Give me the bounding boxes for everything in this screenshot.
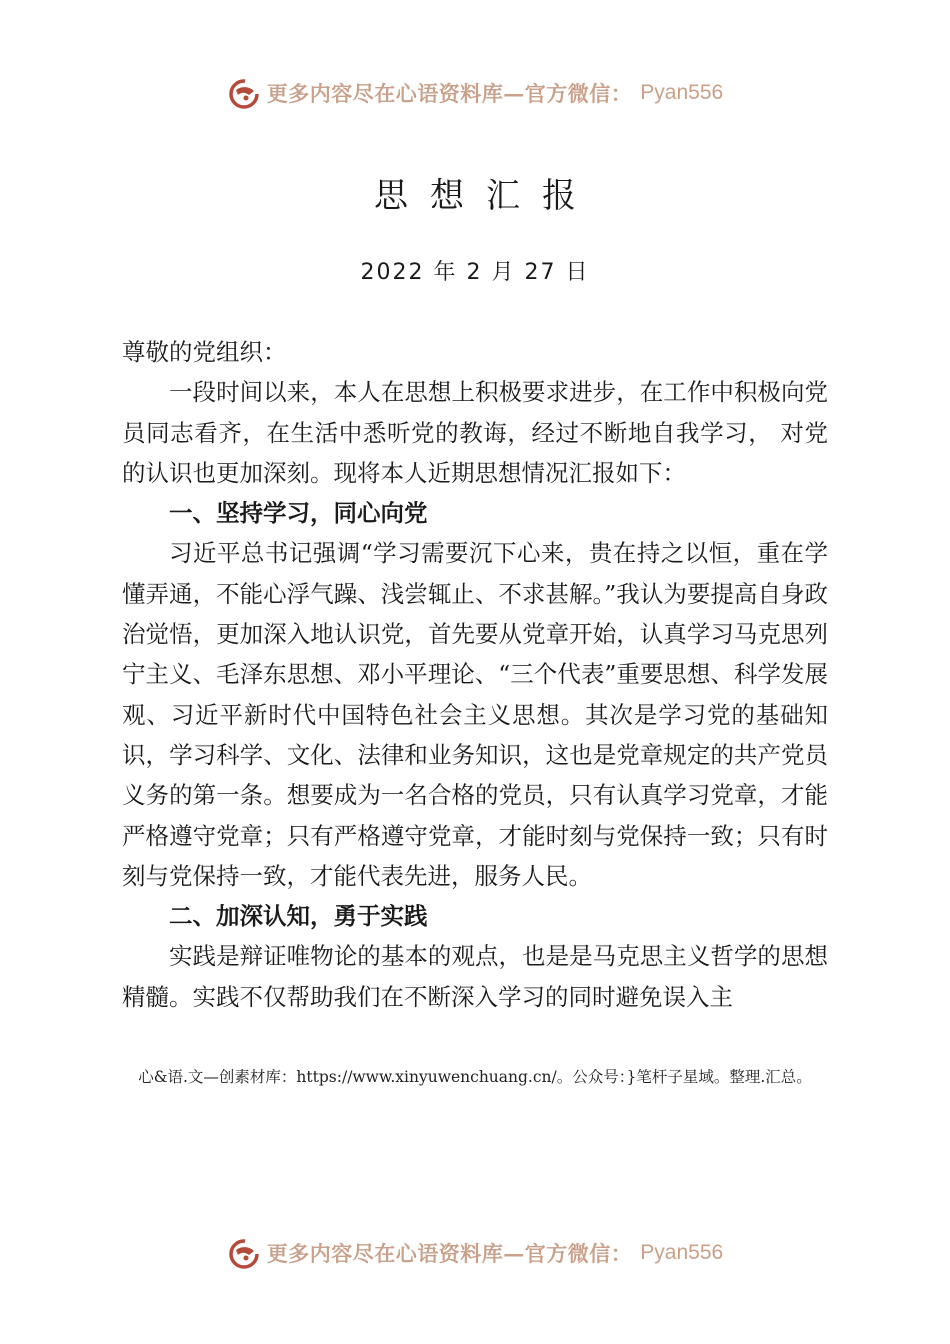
document-body: [122, 332, 828, 1017]
paragraph-study: 习近平总书记强调“学习需要沉下心来，贵在持之以恒，重在学懂弄通，不能心浮气躁、浅尝辄止、不求甚解。”我认为要提高自身政治觉悟，更加深入地认识党，首先要从党章开始，认真学习马克思列宁主义、毛泽东思想、邓小平理论、“三个代表”重要思想、科学发展观、习近平新时代中国特色社会主义思想。其次是学习党的基础知识，学习科学、文化、法律和业务知识，这也是党章规定的共产党员义务的第一条。想要成为一名合格的党员，只有认真学习党章，才能严格遵守党章；只有严格遵守党章，才能时刻与党保持一致；只有时刻与党保持一致，才能代表先进，服务人民。: [122, 539, 828, 890]
watermark-header: [0, 73, 950, 113]
section-heading-1: 一、坚持学习，同心向党: [169, 499, 428, 528]
paragraph-intro: 一段时间以来，本人在思想上积极要求进步，在工作中积极向党员同志看齐，在生活中悉听党的教诲，经过不断地自我学习， 对党的认识也更加深刻。现将本人近期思想情况汇报如下：: [122, 378, 828, 487]
watermark-wechat-id: Pyan556: [640, 81, 724, 104]
source-footnote: 心&语.文—创素材库：https://www.xinyuwenchuang.cn/。公众号：}笔杆子星域。整理.汇总。: [138, 1068, 812, 1086]
section-heading-2: 二、加深认知，勇于实践: [169, 902, 428, 931]
document-title: 思想汇报: [374, 176, 598, 216]
watermark-wechat-id: Pyan556: [640, 1241, 724, 1264]
brush-logo-icon: [227, 1236, 261, 1270]
salutation: 尊敬的党组织：: [122, 338, 287, 366]
brush-logo-icon: [227, 76, 261, 110]
watermark-text: 更多内容尽在心语资料库—官方微信：: [266, 81, 633, 106]
paragraph-practice: 实践是辩证唯物论的基本的观点，也是是马克思主义哲学的思想精髓。实践不仅帮助我们在不断深入学习的同时避免误入主: [122, 942, 828, 1011]
watermark-text: 更多内容尽在心语资料库—官方微信：: [266, 1241, 633, 1266]
document-date: 2022 年 2 月 27 日: [360, 260, 590, 285]
watermark-footer: [0, 1233, 950, 1273]
